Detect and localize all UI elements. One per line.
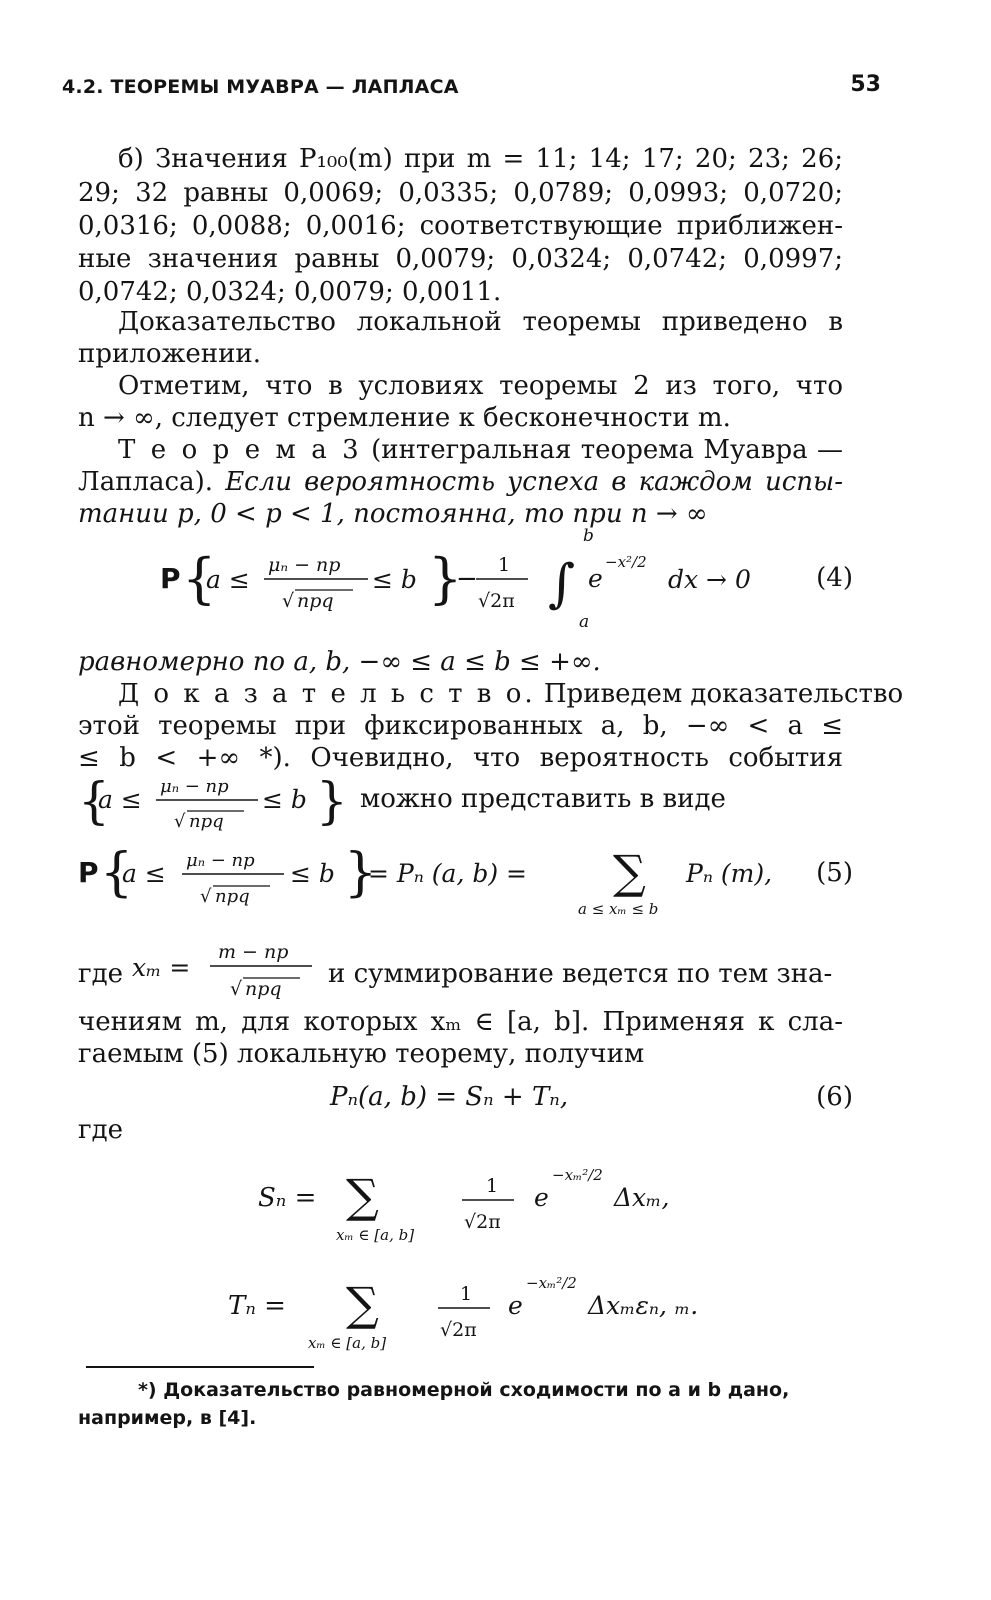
formula-6-body: Pₙ(a, b) = Sₙ + Tₙ,: [330, 1082, 569, 1112]
theorem-heading-line: [118, 434, 843, 466]
text-line: б) Значения P₁₀₀(m) при m = 11; 14; 17; 20; 23; 26;: [118, 144, 843, 174]
svg-text:Pₙ (m),: Pₙ (m),: [686, 859, 773, 888]
svg-text:}: }: [428, 547, 463, 610]
svg-text:{: {: [78, 772, 110, 830]
text-line: и суммирование ведется по тем зна-: [328, 959, 833, 989]
svg-text:npq: npq: [245, 978, 282, 1000]
sn-definition: [78, 1140, 798, 1252]
svg-text:1: 1: [460, 1283, 473, 1305]
lower-bound: a ≤: [206, 565, 250, 594]
formula-tn: [78, 1252, 853, 1364]
text-line: 0,0316; 0,0088; 0,0016; соответствующие приближен-: [78, 211, 843, 241]
event-expression: [78, 770, 853, 834]
svg-text:e: e: [534, 1183, 549, 1212]
svg-text:≤ b: ≤ b: [262, 785, 307, 814]
svg-text:m − np: m − np: [218, 941, 289, 963]
numerator: μₙ − np: [268, 554, 341, 576]
svg-text:xₘ ∈ [a, b]: xₘ ∈ [a, b]: [308, 1334, 387, 1352]
text-line: чениям m, для которых xₘ ∈ [a, b]. Применяя к сла-: [78, 1007, 843, 1037]
text-line: можно представить в виде: [360, 784, 726, 814]
text-line: Отметим, что в условиях теоремы 2 из того, что: [118, 371, 843, 401]
text-line: приложении.: [78, 339, 262, 369]
xm-definition: [132, 940, 332, 1002]
theorem-title: (интегральная теорема Муавра —: [371, 435, 844, 465]
sqrt-two-pi: √2π: [478, 590, 515, 612]
theorem-title-end: Лапласа).: [78, 467, 214, 497]
formula-4-body: [78, 527, 778, 635]
svg-text:e: e: [508, 1291, 523, 1320]
upper-bound: ≤ b: [372, 565, 417, 594]
svg-text:1: 1: [486, 1175, 499, 1197]
text-line: Доказательство локальной теоремы приведено в: [118, 307, 843, 337]
theorem-statement: тании p, 0 < p < 1, постоянна, то при n → ∞: [78, 499, 708, 529]
svg-text:∑: ∑: [346, 1169, 379, 1223]
equation-number: (6): [816, 1082, 853, 1112]
section-title: 4.2. ТЕОРЕМЫ МУАВРА — ЛАПЛАСА: [62, 76, 459, 98]
svg-text:{: {: [100, 843, 134, 903]
svg-text:∫: ∫: [548, 554, 576, 614]
text-line: где: [78, 1115, 124, 1145]
svg-text:−xₘ²/2: −xₘ²/2: [526, 1274, 577, 1292]
svg-text:−xₘ²/2: −xₘ²/2: [552, 1166, 603, 1184]
formula-5: [78, 838, 853, 928]
prob-symbol: P: [160, 562, 181, 595]
footnote-divider: [86, 1366, 314, 1368]
svg-text:a ≤: a ≤: [122, 859, 166, 888]
svg-text:P: P: [78, 856, 99, 889]
svg-text:}: }: [316, 772, 348, 830]
exp-base: e: [588, 564, 603, 593]
text-line: ≤ b < +∞ *). Очевидно, что вероятность события: [78, 743, 843, 773]
svg-text:xₘ =: xₘ =: [132, 953, 191, 982]
exponent: −x²/2: [605, 553, 647, 571]
formula-sn: [78, 1140, 853, 1252]
theorem-label: Т е о р е м а 3: [118, 435, 362, 465]
where-label: где: [78, 959, 124, 989]
event-set: [78, 770, 368, 834]
frac-one: 1: [498, 554, 511, 576]
equation-number: (4): [816, 563, 853, 593]
svg-text:Δxₘεₙ, ₘ.: Δxₘεₙ, ₘ.: [588, 1291, 699, 1320]
footnote-text: например, в [4].: [78, 1407, 257, 1429]
svg-text:≤ b: ≤ b: [290, 859, 335, 888]
proof-text: Приведем доказательство: [543, 679, 904, 709]
svg-text:Sₙ =: Sₙ =: [258, 1183, 317, 1213]
svg-text:= Pₙ (a, b) =: = Pₙ (a, b) =: [368, 859, 527, 888]
svg-text:a ≤ xₘ ≤ b: a ≤ xₘ ≤ b: [578, 900, 659, 918]
running-header: [62, 72, 881, 102]
svg-text:Tₙ =: Tₙ =: [228, 1291, 286, 1321]
dx-to-zero: dx → 0: [668, 565, 751, 594]
svg-text:√: √: [230, 978, 243, 1000]
formula-5-body: [78, 838, 798, 928]
footnote-text: *) Доказательство равномерной сходимости по a и b дано,: [138, 1379, 790, 1401]
svg-text:√: √: [174, 811, 186, 832]
integral-upper: b: [583, 527, 594, 546]
svg-text:μₙ − np: μₙ − np: [186, 850, 255, 871]
svg-text:Δxₘ,: Δxₘ,: [614, 1183, 670, 1212]
proof-label: Д о к а з а т е л ь с т в о.: [118, 679, 536, 709]
page-number: 53: [850, 72, 881, 97]
theorem-statement: Если вероятность успеха в каждом испы-: [225, 467, 844, 497]
svg-text:}: }: [344, 843, 378, 903]
svg-text:∑: ∑: [346, 1277, 379, 1331]
text-line: этой теоремы при фиксированных a, b, −∞ < a ≤: [78, 711, 843, 741]
text-line: ные значения равны 0,0079; 0,0324; 0,0742; 0,0997;: [78, 244, 843, 274]
svg-text:xₘ ∈ [a, b]: xₘ ∈ [a, b]: [336, 1226, 415, 1244]
text-line: равномерно по a, b, −∞ ≤ a ≤ b ≤ +∞.: [78, 647, 601, 677]
integral-lower: a: [579, 612, 590, 632]
svg-text:√: √: [200, 886, 212, 907]
denominator: npq: [297, 590, 334, 612]
formula-4: [78, 527, 853, 635]
tn-definition: [78, 1252, 798, 1364]
svg-text:∑: ∑: [613, 845, 646, 899]
text-line: гаемым (5) локальную теорему, получим: [78, 1039, 645, 1069]
svg-text:{: {: [182, 547, 217, 610]
svg-text:μₙ − np: μₙ − np: [160, 776, 229, 797]
text-line: n → ∞, следует стремление к бесконечности m.: [78, 403, 731, 433]
svg-text:√: √: [282, 590, 295, 612]
svg-text:a ≤: a ≤: [98, 785, 142, 814]
svg-text:√2π: √2π: [440, 1319, 477, 1341]
svg-text:npq: npq: [189, 811, 224, 832]
text-line: [78, 466, 843, 498]
svg-text:√2π: √2π: [464, 1211, 501, 1233]
text-line: [118, 678, 904, 710]
text-line: [78, 941, 843, 1000]
text-line: 0,0742; 0,0324; 0,0079; 0,0011.: [78, 277, 502, 307]
equation-number: (5): [816, 858, 853, 888]
minus-sign: −: [456, 564, 478, 594]
text-line: 29; 32 равны 0,0069; 0,0335; 0,0789; 0,0993; 0,0720;: [78, 178, 843, 208]
svg-text:npq: npq: [215, 886, 250, 907]
